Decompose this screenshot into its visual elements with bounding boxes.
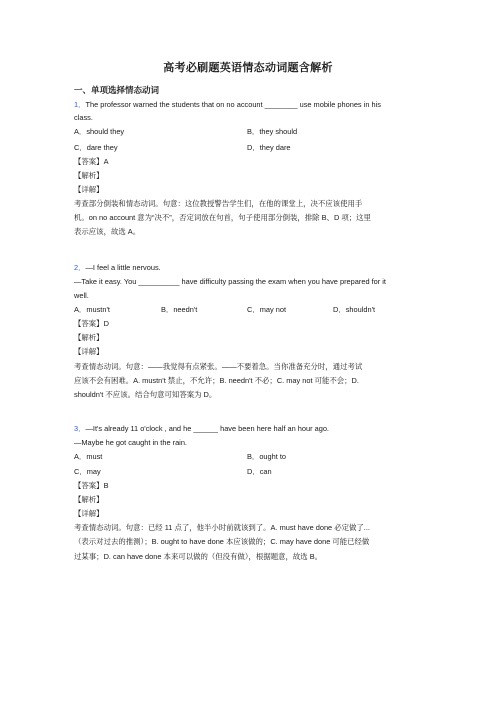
question-3-detail-label: 【详解】: [74, 509, 104, 518]
question-3-option-b: B．ought to: [247, 452, 287, 461]
question-1-analysis-label: 【解析】: [74, 171, 104, 180]
question-2-explanation-line2: 应该不会有困难。A. mustn't 禁止，不允许；B. needn't 不必；C. may not 可能不会；D.: [74, 376, 359, 385]
question-2-stem-line1: —I feel a little nervous.: [85, 263, 161, 272]
question-1-option-b: B．they should: [247, 127, 298, 136]
question-1-option-a: A．should they: [74, 127, 125, 136]
question-3-explanation-line1: 考查情态动词。句意：已经 11 点了，他半小时前就该到了。A. must have done 必定做了...: [74, 523, 370, 532]
question-3-stem-line1: —It's already 11 o'clock , and he ______ have been here half an hour ago.: [85, 424, 329, 433]
question-1-option-c: C．dare they: [74, 143, 118, 152]
question-1-detail-label: 【详解】: [74, 185, 104, 194]
question-1-stem-line2: class.: [74, 113, 93, 122]
question-2-option-b: B．needn't: [161, 305, 198, 314]
question-2-answer: 【答案】D: [74, 319, 109, 328]
question-1-stem-line1: The professor warned the students that on no account ________ use mobile phones in his: [85, 100, 381, 109]
question-1-explanation-line2: 机。on no account 意为“决不”，否定词放在句首，句子使用部分倒装，排除 B、D 项；这里: [74, 213, 371, 222]
question-1-explanation-line1: 考查部分倒装和情态动词。句意：这位教授警告学生们，在他的课堂上，决不应该使用手: [74, 199, 363, 208]
question-3-answer: 【答案】B: [74, 481, 109, 490]
question-2-number: 2．: [74, 263, 86, 272]
section-heading: 一、单项选择情态动词: [74, 85, 160, 95]
question-3-option-d: D．can: [247, 467, 272, 476]
question-3-stem-line2: —Maybe he got caught in the rain.: [74, 438, 187, 447]
question-3-number: 3．: [74, 424, 86, 433]
question-3-explanation-line3: 过某事；D. can have done 本来可以做的（但没有做），根据题意，故选 B。: [74, 552, 323, 561]
question-1-option-d: D．they dare: [247, 143, 291, 152]
question-1-number: 1．: [74, 100, 86, 109]
question-3-option-c: C．may: [74, 467, 101, 476]
question-3-explanation-line2: （表示对过去的推测）；B. ought to have done 本应该做的；C. may have done 可能已经做: [74, 537, 370, 546]
question-1-stem: [74, 100, 381, 110]
question-3-analysis-label: 【解析】: [74, 495, 104, 504]
question-2-option-c: C．may not: [247, 305, 287, 314]
question-1-answer: 【答案】A: [74, 157, 109, 166]
question-2-detail-label: 【详解】: [74, 347, 104, 356]
question-2-stem-line2: —Take it easy. You __________ have difficulty passing the exam when you have prepared for it: [74, 277, 386, 286]
question-2-analysis-label: 【解析】: [74, 333, 104, 342]
question-2-option-d: D．shouldn't: [333, 305, 376, 314]
question-2-option-a: A．mustn't: [74, 305, 110, 314]
question-2-stem-line3: well.: [74, 291, 89, 300]
document-title: 高考必刷题英语情态动词题含解析: [163, 62, 333, 74]
question-1-explanation-line3: 表示应该，故选 A。: [74, 227, 141, 236]
question-2-explanation-line3: shouldn't 不应该。结合句意可知答案为 D。: [74, 390, 217, 399]
question-3-option-a: A．must: [74, 452, 103, 461]
question-2-explanation-line1: 考查情态动词。句意：——我觉得有点紧张。——不要着急。当你准备充分时，通过考试: [74, 362, 363, 371]
question-2-stem: [74, 263, 161, 273]
question-3-stem: [74, 424, 329, 434]
